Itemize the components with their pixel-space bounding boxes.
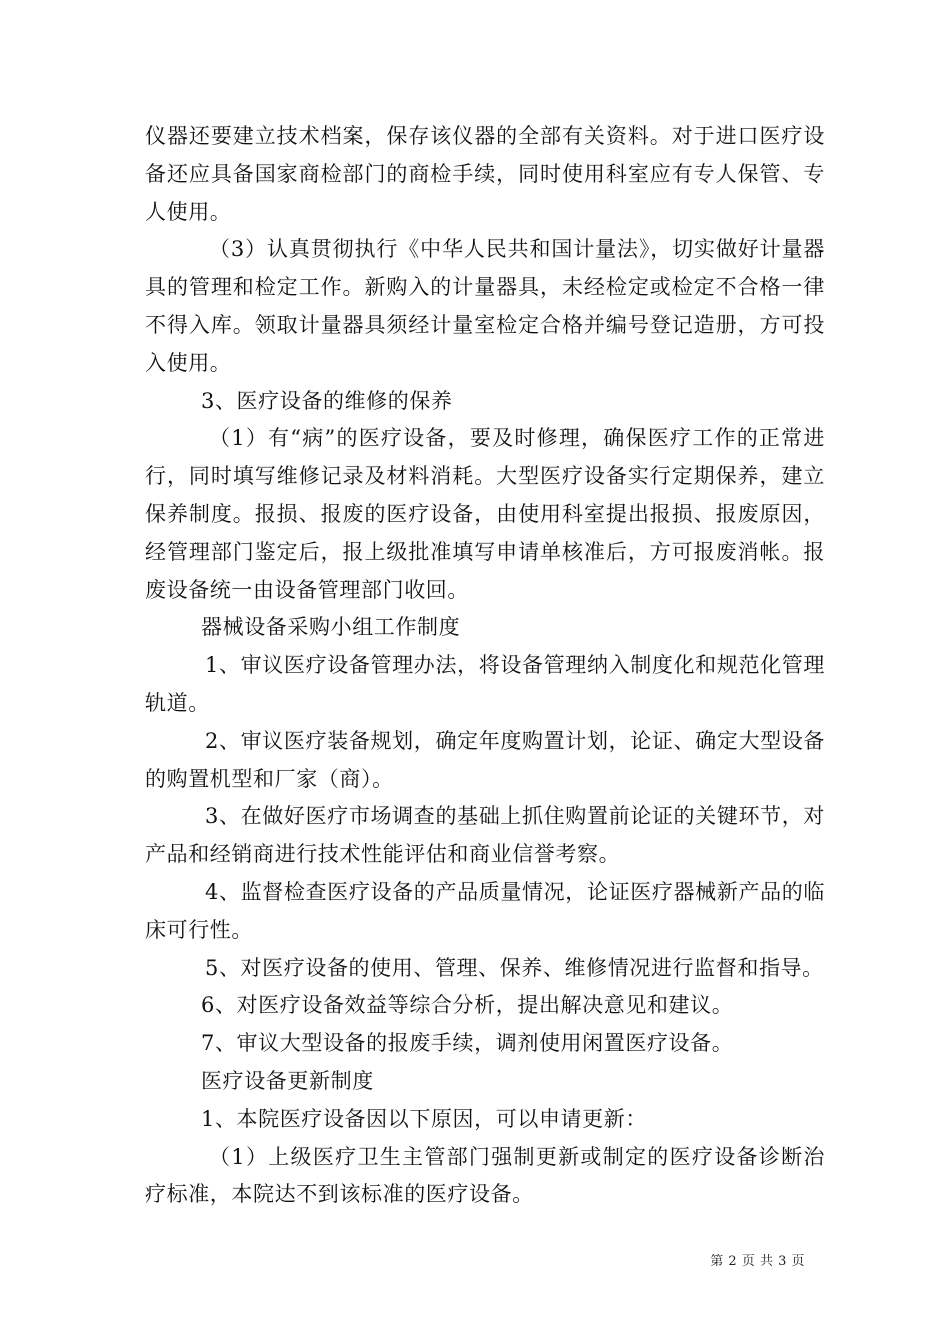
section-heading-procurement: 器械设备采购小组工作制度 xyxy=(201,615,461,640)
paragraph-2: （3）认真贯彻执行《中华人民共和国计量法》，切实做好计量器具的管理和检定工作。新购入的计量器具，未经检定或检定不合格一律不得入库。领取计量器具须经计量室检定合格并编号登记造册，方可投入使用。 xyxy=(145,237,825,375)
paragraph-1: 仪器还要建立技术档案，保存该仪器的全部有关资料。对于进口医疗设备还应具备国家商检部门的商检手续，同时使用科室应有专人保管、专人使用。 xyxy=(145,124,825,224)
paragraph-9: 4、监督检查医疗设备的产品质量情况，论证医疗器械新产品的临床可行性。 xyxy=(145,879,825,942)
paragraph-15: （1）上级医疗卫生主管部门强制更新或制定的医疗设备诊断治疗标准，本院达不到该标准的医疗设备。 xyxy=(145,1144,825,1207)
paragraph-14: 1、本院医疗设备因以下原因，可以申请更新： xyxy=(201,1106,647,1131)
section-heading-renewal: 医疗设备更新制度 xyxy=(201,1068,374,1093)
paragraph-8: 3、在做好医疗市场调查的基础上抓住购置前论证的关键环节，对产品和经销商进行技术性能评估和商业信誉考察。 xyxy=(145,804,825,867)
paragraph-6: 1、审议医疗设备管理办法，将设备管理纳入制度化和规范化管理轨道。 xyxy=(145,653,825,715)
section-heading-maintenance: 3、医疗设备的维修的保养 xyxy=(201,388,453,413)
page-number-footer: 第 2 页 共 3 页 xyxy=(710,1254,805,1269)
paragraph-11: 6、对医疗设备效益等综合分析，提出解决意见和建议。 xyxy=(201,993,734,1018)
document-body xyxy=(145,118,825,1214)
paragraph-10: 5、对医疗设备的使用、管理、保养、维修情况进行监督和指导。 xyxy=(205,955,824,980)
paragraph-7: 2、审议医疗装备规划，确定年度购置计划，论证、确定大型设备的购置机型和厂家（商）。 xyxy=(145,728,825,791)
paragraph-12: 7、审议大型设备的报废手续，调剂使用闲置医疗设备。 xyxy=(201,1031,734,1056)
paragraph-4: （1）有“病”的医疗设备，要及时修理，确保医疗工作的正常进行，同时填写维修记录及材料消耗。大型医疗设备实行定期保养，建立保养制度。报损、报废的医疗设备，由使用科室提出报损、报废原因，经管理部门鉴定后，报上级批准填写申请单核准后，方可报废消帐。报废设备统一由设备管理部门收回。 xyxy=(145,426,825,602)
